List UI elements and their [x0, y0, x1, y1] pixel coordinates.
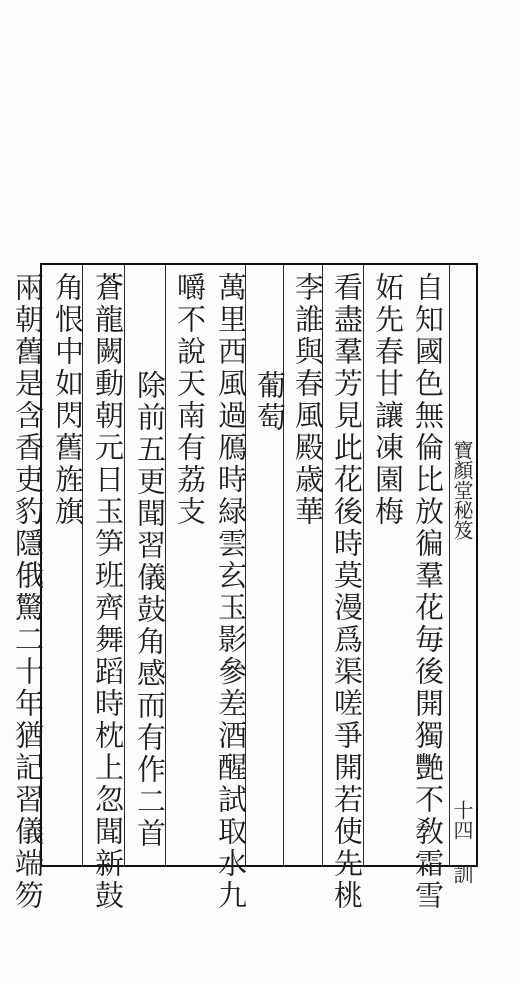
- column-rule: [283, 265, 284, 865]
- text-column: 萬里西風過鴈時緑雲玄玉影參差酒醒試取水九: [214, 272, 248, 912]
- text-column: 妬先春甘讓凍園梅: [371, 272, 405, 528]
- text-column: 嚼不說天南有荔支: [173, 272, 207, 528]
- poem-title: 除前五更聞習儀鼓角感而有作二首: [133, 370, 167, 850]
- text-column: 蒼龍闕動朝元日玉笋班齊舞蹈時枕上忽聞新鼓: [91, 272, 125, 912]
- text-column: 李誰與春風殿歳華: [291, 272, 325, 528]
- leaf-marker: 十四 訓: [450, 800, 474, 884]
- column-rule: [449, 265, 450, 865]
- poem-title: 葡萄: [253, 370, 287, 434]
- text-column: 自知國色無倫比放徧羣花毎後開獨艷不敎霜雪: [411, 272, 445, 912]
- book-title: 寶顏堂秘笈: [450, 440, 474, 540]
- text-column: 兩朝舊是含香吏豹隱俄驚二十年猶記習儀端笏: [11, 272, 45, 912]
- text-column: 看盡羣芳見此花後時莫漫爲渠嗟爭開若使先桃: [330, 272, 364, 912]
- text-column: 角恨中如閃舊旌旗: [51, 272, 85, 528]
